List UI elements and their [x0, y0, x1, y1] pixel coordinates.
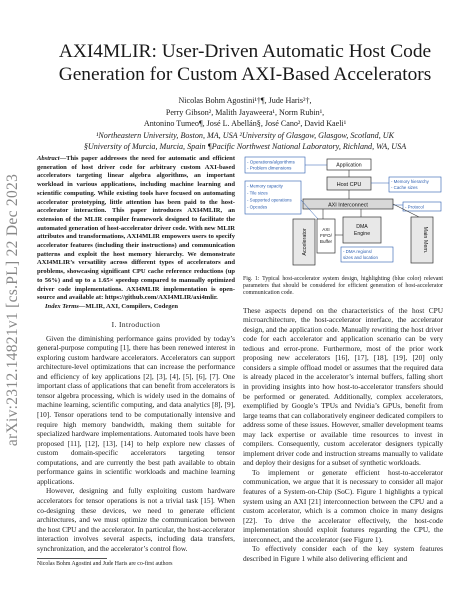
- right-column: [243, 155, 443, 563]
- left-column: [37, 155, 235, 568]
- right-paragraph-3: To effectively consider each of the key system features described in Figure 1 while also delivering efficient and: [243, 544, 443, 563]
- intro-paragraph-2: However, designing and fully exploiting custom hardware accelerators for tensor operations is not a trivial task [15]. When co-designing these devices, we need to generate efficient architectures, and we must optimize the communication between the host CPU and the accelerator. In particular, the host-accelerator interaction involves several aspects, including data transfers, synchronization, and the accelerator’s control flow.: [37, 486, 235, 553]
- axi-interconnect-label: AXI Interconnect: [328, 202, 368, 209]
- annotation-top-1: - Operations/algorithms: [247, 159, 295, 165]
- accelerator-label: Accelerator: [302, 228, 308, 256]
- annotation-right-2: - Cache sizes: [391, 185, 418, 190]
- author-line-3: Antonino Tumeo¶, José L. Abellán§, José Cano², David Kaeli¹: [143, 119, 347, 129]
- index-terms-label: Index Terms: [45, 302, 79, 310]
- figure-1: [243, 155, 443, 272]
- dma-engine-label: DMA Engine: [353, 224, 371, 237]
- annotation-left-3: - Supported operations: [247, 197, 292, 203]
- affiliation-line-1: ¹Northeastern University, Boston, MA, USA ²University of Glasgow, Glasgow, Scotland, UK: [95, 130, 394, 140]
- abstract-text: —This paper addresses the need for automatic and efficient generation of host driver code for arbitrary custom AXI-based accelerators targeting linear algebra algorithms, an important workload in various applications, including machine learning and scientific computing. While existing tools have focused on automating accelerator prototyping, little attention has been paid to the host-accelerator interaction. This paper introduces AXI4MLIR, an extension of the MLIR compiler framework designed to facilitate the automated generation of host-accelerator driver code. With new MLIR attributes and transformations, AXI4MLIR empowers users to specify accelerator features (including their instructions) and communication patterns and exploit the host memory hierarchy. We demonstrate AXI4MLIR’s versatility across different types of accelerators and problems, showcasing significant CPU cache reference reductions (up to 56%) and up to a 1.65× speedup compared to manually optimized driver code implementations. AXI4MLIR implementation is open-source and available at: https://github.com/AXI4MLIR/axi4mlir.: [37, 155, 235, 302]
- main-memory-label: Main Mem.: [422, 226, 428, 254]
- affiliation-line-2: §University of Murcia, Murcia, Spain ¶Pacific Northwest National Laboratory, Richland, WA, USA: [83, 142, 407, 152]
- index-terms: [37, 303, 235, 312]
- right-paragraph-1: These aspects depend on the characteristics of the host CPU microarchitecture, the host-accelerator interface, the accelerator design, and the application code. Manually rewriting the host driver code for each accelerator and application scenario can be very tedious and error-prone. Furthermore, most of the prior work proposing new accelerators [16], [17], [18], [19], [20] only considers a simple offload model or assumes that the required data is already placed in the accelerator’s internal buffers, falling short in providing insights into how host-to-accelerator transfers should be performed or generated. Additionally, complex accelerators, exemplified by Google’s TPUs and Nvidia’s GPUs, benefit from large teams that can collaboratively engineer dedicated compilers to address some of these issues. However, smaller development teams may lack expertise or available time resources to invest in compilers. Consequently, custom accelerator designers typically implement driver code and instruction streams manually to validate and deploy their designs for a subset of synthetic workloads.: [243, 305, 443, 468]
- footnote: Nicolas Bohm Agostini and Jude Haris are co-first authors: [37, 561, 173, 568]
- abstract: [37, 155, 235, 303]
- footnote-divider: [37, 558, 107, 559]
- annotation-right-1: - Memory hierarchy: [391, 179, 429, 184]
- main-memory-box: [411, 217, 433, 263]
- dma-engine-box: [343, 217, 381, 243]
- arxiv-id: arXiv:2312.14821v1 [cs.PL] 22 Dec 2023: [4, 173, 21, 447]
- index-terms-text: —MLIR, AXI, Compilers, Codegen: [78, 302, 179, 310]
- author-line-2: Perry Gibson², Malith Jayaweera¹, Norm Rubin¹,: [165, 107, 325, 117]
- section-heading-introduction: I. Introduction: [111, 319, 161, 329]
- arxiv-stamp: [4, 160, 22, 460]
- annotation-dma-2: sizes and location: [343, 255, 378, 260]
- system-diagram: [243, 155, 443, 272]
- figure-1-caption: Fig. 1: Typical host-accelerator system design, highlighting (blue color) relevant parameters that should be considered for efficient generation of host-accelerator communication code.: [243, 276, 443, 297]
- annotation-left-4: - Opcodes: [247, 204, 268, 210]
- author-block: [30, 95, 460, 153]
- annotation-left-2: - Tile sizes: [247, 190, 268, 196]
- abstract-label: Abstract: [37, 155, 60, 162]
- annotation-protocol: - Protocol: [405, 204, 424, 210]
- host-cpu-label: Host CPU: [336, 182, 362, 188]
- title-line-2: Generation for Custom AXI-Based Accelerators: [58, 64, 432, 85]
- paper-title: [30, 40, 460, 86]
- annotation-left-1: - Memory capacity: [247, 183, 283, 189]
- annotation-dma-1: - DMA regions/: [343, 249, 373, 254]
- application-label: Application: [336, 162, 362, 169]
- right-paragraph-2: To implement or generate efficient host-to-accelerator communication, we argue that it is necessary to consider all major features of a System-on-Chip (SoC). Figure 1 highlights a typical system using an AXI [21] interconnection between the CPU and a custom accelerator, which is a common choice in many designs [22]. To drive the accelerator effectively, the host-code implementation should exploit features regarding the CPU, the interconnect, and the accelerator (see Figure 1).: [243, 467, 443, 544]
- annotation-top-2: - Problem dimensions: [247, 165, 292, 171]
- title-line-1: AXI4MLIR: User-Driven Automatic Host Code: [58, 41, 432, 62]
- intro-paragraph-1: Given the diminishing performance gains provided by today’s general-purpose computing [1], there has been renewed interest in exploring custom hardware accelerators. Accelerators can support architecture-level optimizations that can increase the performance and efficiency of key applications [2], [3], [4], [5], [6], [7]. One important class of applications that can benefit from accelerators is tensor algebra processing, which is widely used in the domains of machine learning, scientific computing, and data analytics [8], [9], [10]. Tensor operations tend to be computationally intensive and require high memory bandwidth, making them suitable for specialized hardware implementations. Automated tools have been proposed [11], [12], [13], [14] to help explore new classes of custom domain-specific accelerators targeting tensor computations, and are currently the best path available to obtain performance gains in scientific workloads and machine learning applications.: [37, 333, 235, 486]
- author-line-1: Nicolas Bohm Agostini¹†¶, Jude Haris²†,: [178, 96, 312, 105]
- axi-fifo-label: AXI FIFO/ Buffer: [319, 227, 333, 244]
